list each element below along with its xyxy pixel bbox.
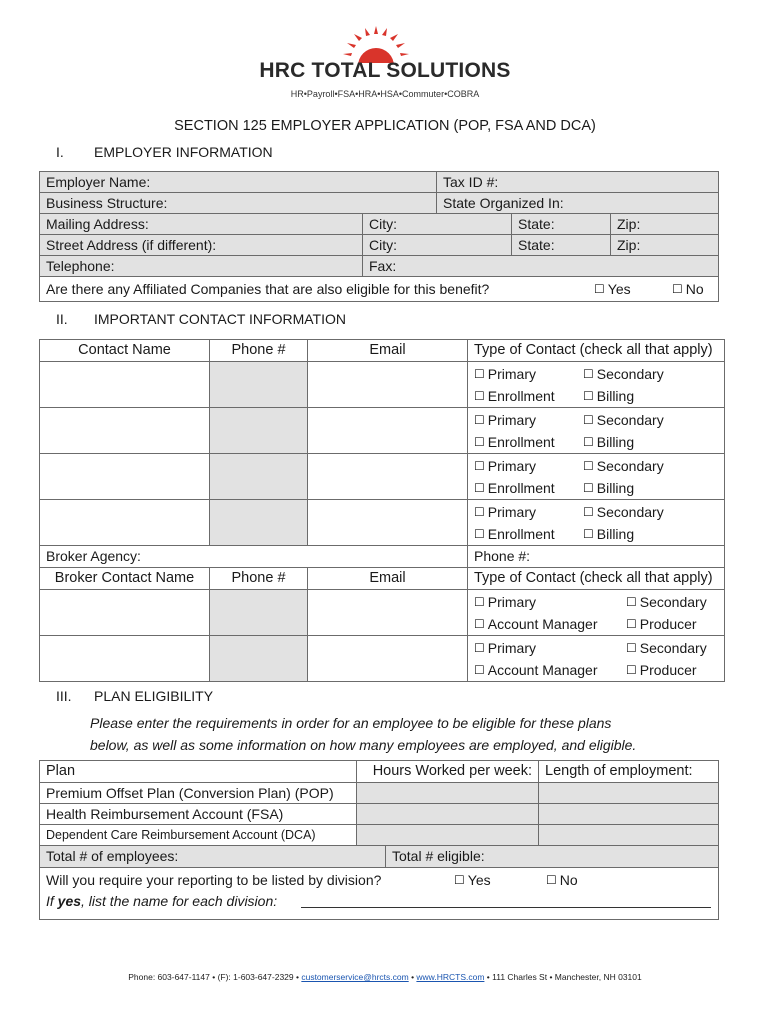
section-title: PLAN ELIGIBILITY <box>94 688 214 704</box>
checkbox-label: Primary <box>487 504 536 520</box>
header-label: Type of Contact <box>474 342 576 358</box>
division-names-line <box>46 891 712 912</box>
header-label: Phone # <box>231 342 286 358</box>
division-reporting-row <box>39 867 719 920</box>
mailing-address-field[interactable] <box>39 213 363 235</box>
plan-eligibility-table <box>39 760 719 920</box>
employer-info-table <box>39 171 719 302</box>
col-type-of-contact <box>467 339 725 362</box>
checkbox-label: Billing <box>596 434 635 450</box>
checkbox-label: Producer <box>639 662 697 678</box>
checkbox-label: Primary <box>487 412 536 428</box>
checkbox-icon: ☐ <box>474 595 485 609</box>
producer-checkbox[interactable] <box>626 614 697 635</box>
fsa-length-input[interactable] <box>538 803 719 825</box>
contact-email-input[interactable] <box>307 407 468 454</box>
checkbox-label: Billing <box>596 526 635 542</box>
checkbox-icon: ☐ <box>626 595 637 609</box>
field-label: Tax ID #: <box>443 174 499 190</box>
section-number: I. <box>56 144 64 160</box>
checkbox-label: Enrollment <box>487 434 555 450</box>
checkbox-icon: ☐ <box>474 435 485 449</box>
checkbox-label: Secondary <box>596 504 664 520</box>
logo-subtitle: HR•Payroll•FSA•HRA•HSA•Commuter•COBRA <box>290 89 480 99</box>
footer-sep: • <box>408 972 417 982</box>
checkbox-icon: ☐ <box>474 505 485 519</box>
header-note: (check all that apply) <box>575 570 713 586</box>
section-2-heading <box>56 311 456 331</box>
billing-checkbox[interactable] <box>583 386 634 407</box>
field-label: Total # eligible: <box>392 848 485 864</box>
section-title: EMPLOYER INFORMATION <box>94 144 273 160</box>
checkbox-label: Primary <box>487 594 536 610</box>
col-plan <box>39 760 357 783</box>
header-label: Phone # <box>231 570 286 586</box>
broker-contact-email-input[interactable] <box>307 589 468 636</box>
plan-label: Dependent Care Reimbursement Account (DCA) <box>46 828 316 842</box>
checkbox-label: Primary <box>487 458 536 474</box>
contact-type-cell <box>467 499 725 546</box>
checkbox-icon: ☐ <box>474 663 485 677</box>
checkbox-icon: ☐ <box>583 459 594 473</box>
instruction-line: Please enter the requirements in order for an employee to be eligible for these plans <box>90 715 612 731</box>
secondary-checkbox[interactable] <box>583 410 664 431</box>
checkbox-label: No <box>559 872 578 888</box>
checkbox-icon: ☐ <box>474 459 485 473</box>
checkbox-label: Producer <box>639 616 697 632</box>
billing-checkbox[interactable] <box>583 478 634 499</box>
contact-type-cell <box>467 361 725 408</box>
footer-email-link[interactable]: customerservice@hrcts.com <box>301 972 409 982</box>
street-state-field[interactable] <box>511 234 611 256</box>
primary-checkbox[interactable] <box>474 592 536 613</box>
logo-title: HRC TOTAL SOLUTIONS <box>259 59 511 82</box>
field-label: Street Address (if different): <box>46 237 217 253</box>
checkbox-label: Primary <box>487 640 536 656</box>
document-title: SECTION 125 EMPLOYER APPLICATION (POP, FSA AND DCA) <box>174 118 596 134</box>
contact-name-input[interactable] <box>39 407 210 454</box>
contact-phone-input[interactable] <box>209 361 308 408</box>
field-label: City: <box>369 216 397 232</box>
checkbox-icon: ☐ <box>546 873 557 887</box>
checkbox-icon: ☐ <box>583 413 594 427</box>
contact-name-input[interactable] <box>39 453 210 500</box>
producer-checkbox[interactable] <box>626 660 697 681</box>
section-title: IMPORTANT CONTACT INFORMATION <box>94 311 346 327</box>
footer-address: 111 Charles St <box>492 972 548 982</box>
total-eligible-field[interactable] <box>385 845 719 868</box>
secondary-checkbox[interactable] <box>583 502 664 523</box>
header-label: Email <box>369 570 406 586</box>
company-logo <box>0 26 770 106</box>
checkbox-icon: ☐ <box>474 367 485 381</box>
total-employees-field[interactable] <box>39 845 386 868</box>
checkbox-icon: ☐ <box>626 617 637 631</box>
checkbox-icon: ☐ <box>474 389 485 403</box>
field-label: Mailing Address: <box>46 216 149 232</box>
plan-pop-row <box>39 782 357 804</box>
secondary-checkbox[interactable] <box>626 638 707 659</box>
account-manager-checkbox[interactable] <box>474 614 598 635</box>
mailing-zip-field[interactable] <box>610 213 719 235</box>
col-phone <box>209 339 308 362</box>
checkbox-icon: ☐ <box>583 367 594 381</box>
enrollment-checkbox[interactable] <box>474 386 555 407</box>
footer-sep: • <box>293 972 302 982</box>
checkbox-label: Enrollment <box>487 388 555 404</box>
secondary-checkbox[interactable] <box>583 364 664 385</box>
dca-hours-input[interactable] <box>356 824 539 846</box>
checkbox-label: Secondary <box>596 458 664 474</box>
affiliated-companies-row <box>39 276 719 302</box>
if-yes-bold: yes <box>57 893 82 909</box>
broker-contact-type-cell <box>467 589 725 636</box>
checkbox-label: Enrollment <box>487 480 555 496</box>
header-label: Length of employment: <box>545 763 693 779</box>
col-broker-contact-name <box>39 567 210 590</box>
section-3-heading <box>56 688 356 708</box>
col-broker-phone <box>209 567 308 590</box>
affiliated-question: Are there any Affiliated Companies that are also eligible for this benefit? <box>46 281 490 297</box>
employer-name-field[interactable] <box>39 171 437 193</box>
footer-sep: • <box>547 972 555 982</box>
checkbox-icon: ☐ <box>583 435 594 449</box>
field-label: Business Structure: <box>46 195 168 211</box>
contact-phone-input[interactable] <box>209 407 308 454</box>
checkbox-icon: ☐ <box>583 527 594 541</box>
header-label: Plan <box>46 763 76 779</box>
field-label: Broker Agency: <box>46 548 141 564</box>
col-broker-email <box>307 567 468 590</box>
broker-contact-name-input[interactable] <box>39 589 210 636</box>
contact-email-input[interactable] <box>307 499 468 546</box>
enrollment-checkbox[interactable] <box>474 524 555 545</box>
broker-contact-phone-input[interactable] <box>209 635 308 682</box>
broker-agency-field[interactable] <box>39 545 468 568</box>
tax-id-field[interactable] <box>436 171 719 193</box>
billing-checkbox[interactable] <box>583 432 634 453</box>
field-label: State: <box>518 216 555 232</box>
primary-checkbox[interactable] <box>474 456 536 477</box>
primary-checkbox[interactable] <box>474 638 536 659</box>
plan-label: Health Reimbursement Account (FSA) <box>46 806 284 822</box>
checkbox-label: Secondary <box>596 366 664 382</box>
division-yes-checkbox[interactable] <box>454 870 491 891</box>
checkbox-icon: ☐ <box>454 873 465 887</box>
primary-checkbox[interactable] <box>474 410 536 431</box>
mailing-state-field[interactable] <box>511 213 611 235</box>
primary-checkbox[interactable] <box>474 502 536 523</box>
checkbox-icon: ☐ <box>583 505 594 519</box>
checkbox-icon: ☐ <box>594 282 605 296</box>
division-question: Will you require your reporting to be listed by division? <box>46 872 382 888</box>
if-yes-text: , list the name for each division: <box>81 893 278 909</box>
header-label: Contact Name <box>78 342 171 358</box>
checkbox-label: Secondary <box>639 594 707 610</box>
contact-name-input[interactable] <box>39 499 210 546</box>
checkbox-icon: ☐ <box>474 413 485 427</box>
enrollment-checkbox[interactable] <box>474 432 555 453</box>
footer-phone: Phone: 603-647-1147 <box>128 972 210 982</box>
street-address-field[interactable] <box>39 234 363 256</box>
col-length-of-employment <box>538 760 719 783</box>
contact-email-input[interactable] <box>307 453 468 500</box>
field-label: Fax: <box>369 258 397 274</box>
affiliated-yes-checkbox[interactable] <box>594 279 631 300</box>
broker-phone-field[interactable] <box>467 545 725 568</box>
contact-email-input[interactable] <box>307 361 468 408</box>
broker-contact-name-input[interactable] <box>39 635 210 682</box>
pop-hours-input[interactable] <box>356 782 539 804</box>
col-broker-type-of-contact <box>467 567 725 590</box>
checkbox-label: Secondary <box>639 640 707 656</box>
checkbox-icon: ☐ <box>474 641 485 655</box>
field-label: Telephone: <box>46 258 115 274</box>
checkbox-label: Enrollment <box>487 526 555 542</box>
telephone-field[interactable] <box>39 255 363 277</box>
field-label: State Organized In: <box>443 195 564 211</box>
field-label: Zip: <box>617 237 641 253</box>
plan-fsa-row <box>39 803 357 825</box>
broker-contact-phone-input[interactable] <box>209 589 308 636</box>
col-email <box>307 339 468 362</box>
secondary-checkbox[interactable] <box>583 456 664 477</box>
checkbox-icon: ☐ <box>672 282 683 296</box>
header-label: Broker Contact Name <box>54 570 195 586</box>
checkbox-label: Secondary <box>596 412 664 428</box>
state-organized-field[interactable] <box>436 192 719 214</box>
fax-field[interactable] <box>362 255 719 277</box>
footer-sep: • <box>484 972 493 982</box>
contact-name-input[interactable] <box>39 361 210 408</box>
division-names-input[interactable] <box>301 907 711 908</box>
mailing-city-field[interactable] <box>362 213 512 235</box>
contact-info-table <box>39 339 725 679</box>
pop-length-input[interactable] <box>538 782 719 804</box>
header-note: (check all that apply) <box>575 342 713 358</box>
checkbox-icon: ☐ <box>474 527 485 541</box>
footer-sep: • <box>209 972 218 982</box>
plan-dca-row <box>39 824 357 846</box>
broker-contact-email-input[interactable] <box>307 635 468 682</box>
field-label: City: <box>369 237 397 253</box>
checkbox-label: Primary <box>487 366 536 382</box>
if-yes-text: If <box>46 893 58 909</box>
footer-city: Manchester, NH 03101 <box>554 972 642 982</box>
dca-length-input[interactable] <box>538 824 719 846</box>
account-manager-checkbox[interactable] <box>474 660 598 681</box>
division-no-checkbox[interactable] <box>546 870 578 891</box>
footer-website-link[interactable]: www.HRCTS.com <box>416 972 485 982</box>
page-footer <box>0 972 770 982</box>
broker-contact-type-cell <box>467 635 725 682</box>
checkbox-icon: ☐ <box>583 389 594 403</box>
business-structure-field[interactable] <box>39 192 437 214</box>
enrollment-checkbox[interactable] <box>474 478 555 499</box>
billing-checkbox[interactable] <box>583 524 634 545</box>
plan-label: Premium Offset Plan (Conversion Plan) (POP) <box>46 785 334 801</box>
checkbox-label: Billing <box>596 480 635 496</box>
checkbox-icon: ☐ <box>626 663 637 677</box>
field-label: Employer Name: <box>46 174 151 190</box>
footer-fax: (F): 1-603-647-2329 <box>217 972 294 982</box>
checkbox-label: Account Manager <box>487 662 598 678</box>
section-1-heading <box>56 144 356 164</box>
checkbox-label: Yes <box>467 872 491 888</box>
field-label: Phone #: <box>474 548 531 564</box>
eligibility-instructions <box>90 712 636 756</box>
street-city-field[interactable] <box>362 234 512 256</box>
street-zip-field[interactable] <box>610 234 719 256</box>
section-number: II. <box>56 311 68 327</box>
primary-checkbox[interactable] <box>474 364 536 385</box>
field-label: Zip: <box>617 216 641 232</box>
checkbox-label: Account Manager <box>487 616 598 632</box>
header-label: Type of Contact <box>474 570 576 586</box>
contact-type-cell <box>467 453 725 500</box>
instruction-line: below, as well as some information on how many employees are employed, and eligible. <box>90 737 637 753</box>
secondary-checkbox[interactable] <box>626 592 707 613</box>
fsa-hours-input[interactable] <box>356 803 539 825</box>
section-number: III. <box>56 688 72 704</box>
checkbox-label: Billing <box>596 388 635 404</box>
affiliated-no-checkbox[interactable] <box>672 279 704 300</box>
checkbox-icon: ☐ <box>474 617 485 631</box>
contact-phone-input[interactable] <box>209 453 308 500</box>
header-label: Hours Worked per week: <box>372 763 532 779</box>
checkbox-label: Yes <box>607 281 631 297</box>
col-contact-name <box>39 339 210 362</box>
contact-phone-input[interactable] <box>209 499 308 546</box>
field-label: Total # of employees: <box>46 848 179 864</box>
checkbox-icon: ☐ <box>626 641 637 655</box>
header-label: Email <box>369 342 406 358</box>
checkbox-label: No <box>685 281 704 297</box>
col-hours-worked <box>356 760 539 783</box>
contact-type-cell <box>467 407 725 454</box>
checkbox-icon: ☐ <box>583 481 594 495</box>
field-label: State: <box>518 237 555 253</box>
checkbox-icon: ☐ <box>474 481 485 495</box>
